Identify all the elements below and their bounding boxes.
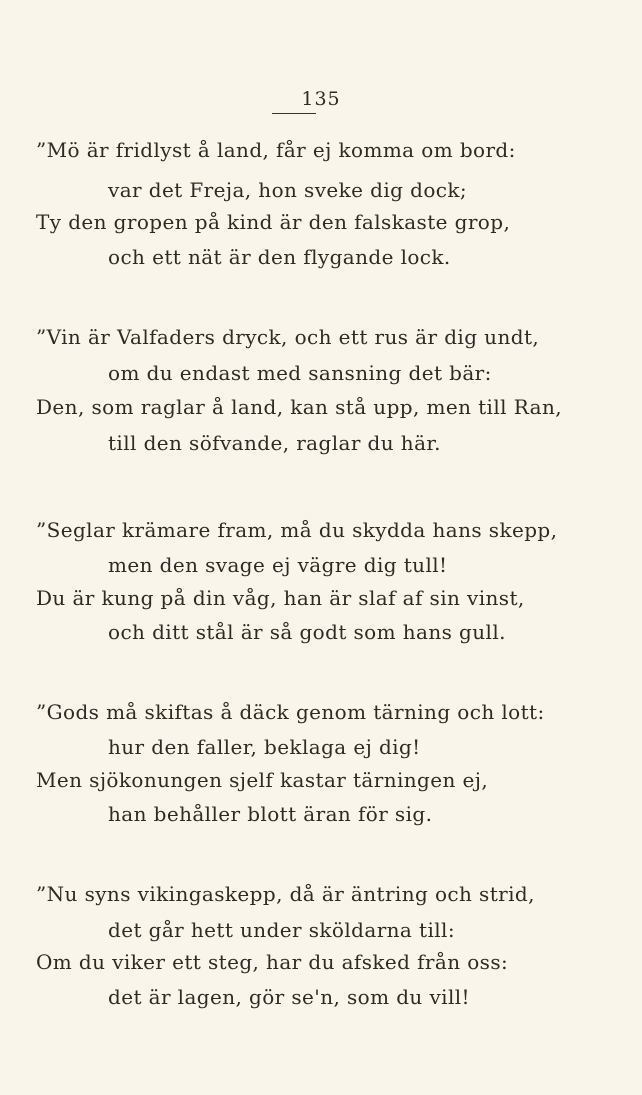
verse-line: ”Mö är fridlyst å land, får ej komma om bord: xyxy=(36,138,516,162)
verse-line: och ett nät är den flygande lock. xyxy=(108,245,451,269)
verse-line: det går hett under sköldarna till: xyxy=(108,918,455,942)
verse-line: Den, som raglar å land, kan stå upp, men till Ran, xyxy=(36,395,562,419)
verse-line: Men sjökonungen sjelf kastar tärningen ej, xyxy=(36,768,489,792)
verse-line: Ty den gropen på kind är den falskaste grop, xyxy=(36,210,511,234)
verse-line: ”Seglar krämare fram, må du skydda hans skepp, xyxy=(36,518,558,542)
verse-line: var det Freja, hon sveke dig dock; xyxy=(108,178,468,202)
page-number: 135 xyxy=(301,88,341,110)
page-number-rule xyxy=(272,113,316,114)
verse-line: ”Gods må skiftas å däck genom tärning och lott: xyxy=(36,700,545,724)
verse-line: Du är kung på din våg, han är slaf af sin vinst, xyxy=(36,586,525,610)
verse-line: det är lagen, gör se'n, som du vill! xyxy=(108,985,470,1009)
verse-line: ”Nu syns vikingaskepp, då är äntring och strid, xyxy=(36,882,535,906)
verse-line: hur den faller, beklaga ej dig! xyxy=(108,735,421,759)
verse-line: Om du viker ett steg, har du afsked från oss: xyxy=(36,950,509,974)
verse-line: om du endast med sansning det bär: xyxy=(108,361,492,385)
verse-line: han behåller blott äran för sig. xyxy=(108,802,433,826)
verse-line: ”Vin är Valfaders dryck, och ett rus är dig undt, xyxy=(36,325,540,349)
verse-line: men den svage ej vägre dig tull! xyxy=(108,553,448,577)
verse-line: och ditt stål är så godt som hans gull. xyxy=(108,620,506,644)
verse-line: till den söfvande, raglar du här. xyxy=(108,431,441,455)
